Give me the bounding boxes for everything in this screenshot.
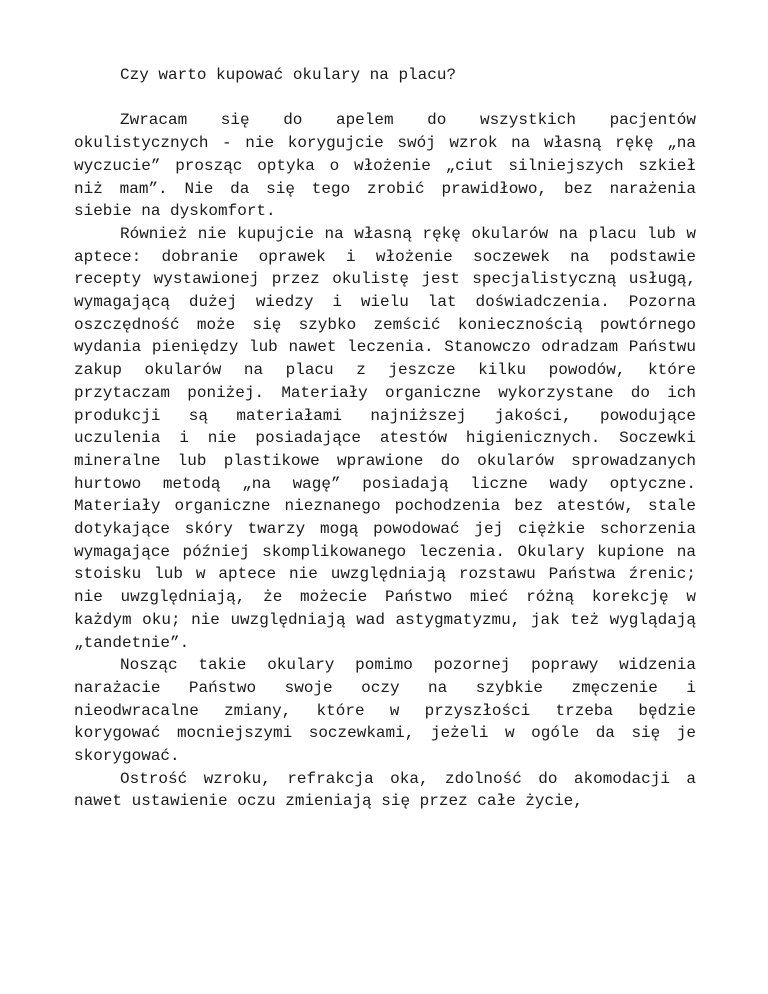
document-title: Czy warto kupować okulary na placu? bbox=[120, 66, 457, 84]
paragraph-1: Zwracam się do apelem do wszystkich pacjentów okulistycznych - nie korygujcie swój wzrok na własną rękę „na wyczucie” prosząc optyka o włożenie „ciut silniejszych szkieł niż mam”. Nie da się tego zrobić prawidłowo, bez narażenia siebie na dyskomfort. bbox=[74, 111, 696, 221]
document-page bbox=[74, 64, 696, 813]
paragraph-4: Ostrość wzroku, refrakcja oka, zdolność do akomodacji a nawet ustawienie oczu zmieniają się przez całe życie, bbox=[74, 769, 696, 811]
paragraph-3: Nosząc takie okulary pomimo pozornej poprawy widzenia narażacie Państwo swoje oczy na szybkie zmęczenie i nieodwracalne zmiany, które w przyszłości trzeba będzie korygować mocniejszymi soczewkami, jeżeli w ogóle da się je skorygować. bbox=[74, 656, 696, 766]
paragraph-2: Również nie kupujcie na własną rękę okularów na placu lub w aptece: dobranie oprawek i włożenie soczewek na podstawie recepty wystawionej przez okulistę jest specjalistyczną usługą, wymagającą dużej wiedzy i wielu lat doświadczenia. Pozorna oszczędność może się szybko zemścić koniecznością powtórnego wydania pieniędzy lub nawet leczenia. Stanowczo odradzam Państwu zakup okularów na placu z jeszcze kilku powodów, które przytaczam poniżej. Materiały organiczne wykorzystane do ich produkcji są materiałami najniższej jakości, powodujące uczulenia i nie posiadające atestów higienicznych. Soczewki mineralne lub plastikowe wprawione do okularów sprowadzanych hurtowo metodą „na wagę” posiadają liczne wady optyczne. Materiały organiczne nieznanego pochodzenia bez atestów, stale dotykające skóry twarzy mogą powodować jej ciężkie schorzenia wymagające później skomplikowanego leczenia. Okulary kupione na stoisku lub w aptece nie uwzględniają rozstawu Państwa źrenic; nie uwzględniają, że możecie Państwo mieć różną korekcję w każdym oku; nie uwzględniają wad astygmatyzmu, jak też wyglądają „tandetnie”. bbox=[74, 224, 696, 652]
